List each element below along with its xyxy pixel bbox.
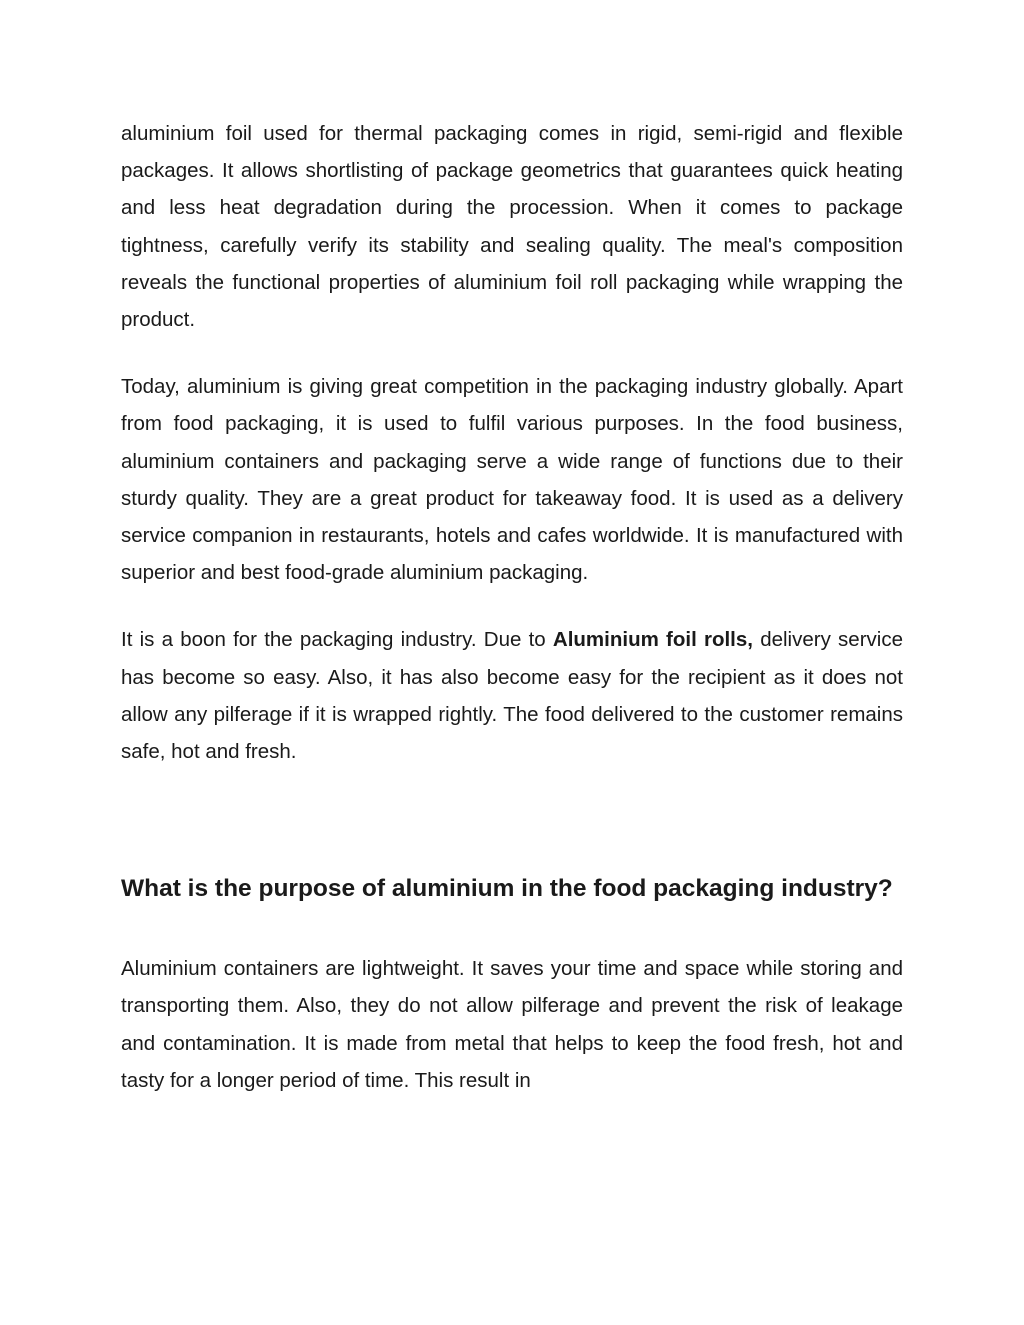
spacer	[121, 911, 903, 950]
paragraph-lightweight: Aluminium containers are lightweight. It saves your time and space while storing and transporting them. Also, they do not allow pilferage and prevent the risk of leakage and contamination. It is made from metal that helps to keep the food fresh, hot and tasty for a longer period of time. This result in	[121, 957, 903, 1092]
paragraph-thermal-packaging: aluminium foil used for thermal packaging comes in rigid, semi-rigid and flexible packages. It allows shortlisting of package geometrics that guarantees quick heating and less heat degradation during the procession. When it comes to package tightness, carefully verify its stability and sealing quality. The meal's composition reveals the functional properties of aluminium foil roll packaging while wrapping the product.	[121, 122, 903, 332]
document-page	[121, 115, 903, 1129]
spacer	[121, 800, 903, 867]
paragraph-boon-text-end: delivery service has become so easy. Also, it has also become easy for the recipient as it does not allow any pilferage if it is wrapped rightly. The food delivered to the customer remains safe, hot and fresh.	[121, 628, 903, 764]
section-heading: What is the purpose of aluminium in the food packaging industry?	[121, 875, 893, 903]
paragraph-boon	[121, 621, 903, 770]
paragraph-boon-text-start: It is a boon for the packaging industry. Due to	[121, 628, 553, 652]
paragraph-competition: Today, aluminium is giving great competition in the packaging industry globally. Apart from food packaging, it is used to fulfil various purposes. In the food business, aluminium containers and packaging serve a wide range of functions due to their sturdy quality. They are a great product for takeaway food. It is used as a delivery service companion in restaurants, hotels and cafes worldwide. It is manufactured with superior and best food-grade aluminium packaging.	[121, 375, 903, 585]
aluminium-foil-rolls-bold: Aluminium foil rolls,	[552, 628, 753, 652]
